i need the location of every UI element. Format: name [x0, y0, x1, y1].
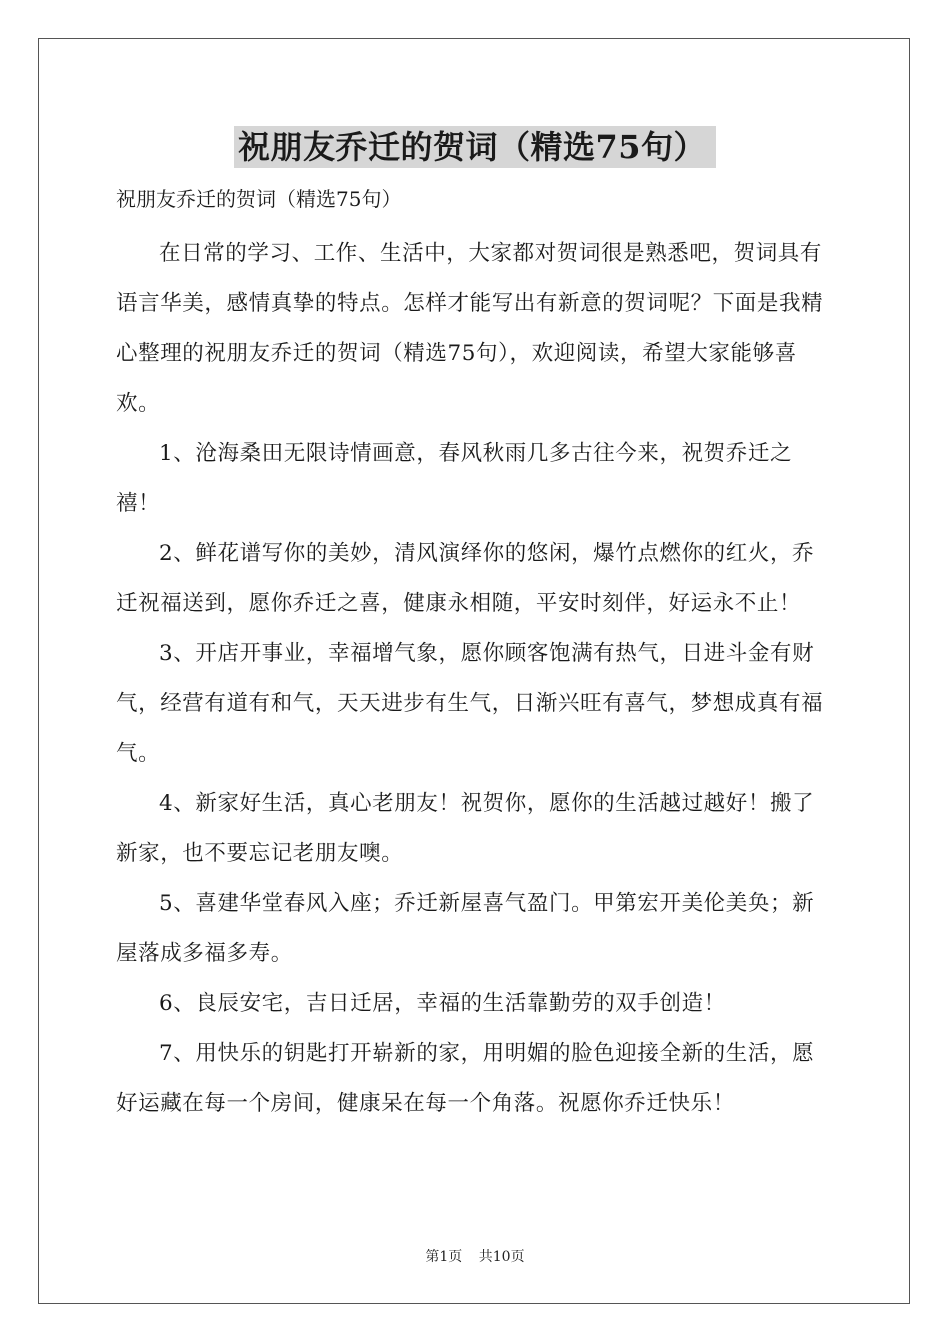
greeting-paragraph-4: 4、新家好生活，真心老朋友！祝贺你，愿你的生活越过越好！搬了新家，也不要忘记老朋友噢。 [116, 791, 815, 866]
page-footer [0, 1246, 950, 1266]
document-subtitle: 祝朋友乔迁的贺词（精选75句） [116, 187, 402, 211]
title-container [0, 126, 950, 168]
document-title: 祝朋友乔迁的贺词（精选75句） [234, 126, 716, 168]
greeting-paragraph-3: 3、开店开事业，幸福增气象，愿你顾客饱满有热气，日进斗金有财气，经营有道有和气，天天进步有生气，日渐兴旺有喜气，梦想成真有福气。 [116, 641, 824, 766]
greeting-paragraph-6: 6、良辰安宅，吉日迁居，幸福的生活靠勤劳的双手创造！ [159, 991, 726, 1016]
greeting-paragraph-7: 7、用快乐的钥匙打开崭新的家，用明媚的脸色迎接全新的生活，愿好运藏在每一个房间，健康呆在每一个角落。祝愿你乔迁快乐！ [116, 1041, 815, 1116]
intro-paragraph: 在日常的学习、工作、生活中，大家都对贺词很是熟悉吧，贺词具有语言华美，感情真挚的特点。怎样才能写出有新意的贺词呢？下面是我精心整理的祝朋友乔迁的贺词（精选75句），欢迎阅读，希望大家能够喜欢。 [116, 241, 824, 416]
document-body [116, 183, 836, 1129]
greeting-paragraph-2: 2、鲜花谱写你的美妙，清风演绎你的悠闲，爆竹点燃你的红火，乔迁祝福送到，愿你乔迁之喜，健康永相随，平安时刻伴，好运永不止！ [116, 541, 815, 616]
greeting-paragraph-1: 1、沧海桑田无限诗情画意，春风秋雨几多古往今来，祝贺乔迁之禧！ [116, 441, 793, 516]
greeting-paragraph-5: 5、喜建华堂春风入座；乔迁新屋喜气盈门。甲第宏开美伦美奂；新屋落成多福多寿。 [116, 891, 815, 966]
page-total: 共10页 [478, 1249, 525, 1265]
page-number: 第1页 [425, 1249, 463, 1265]
